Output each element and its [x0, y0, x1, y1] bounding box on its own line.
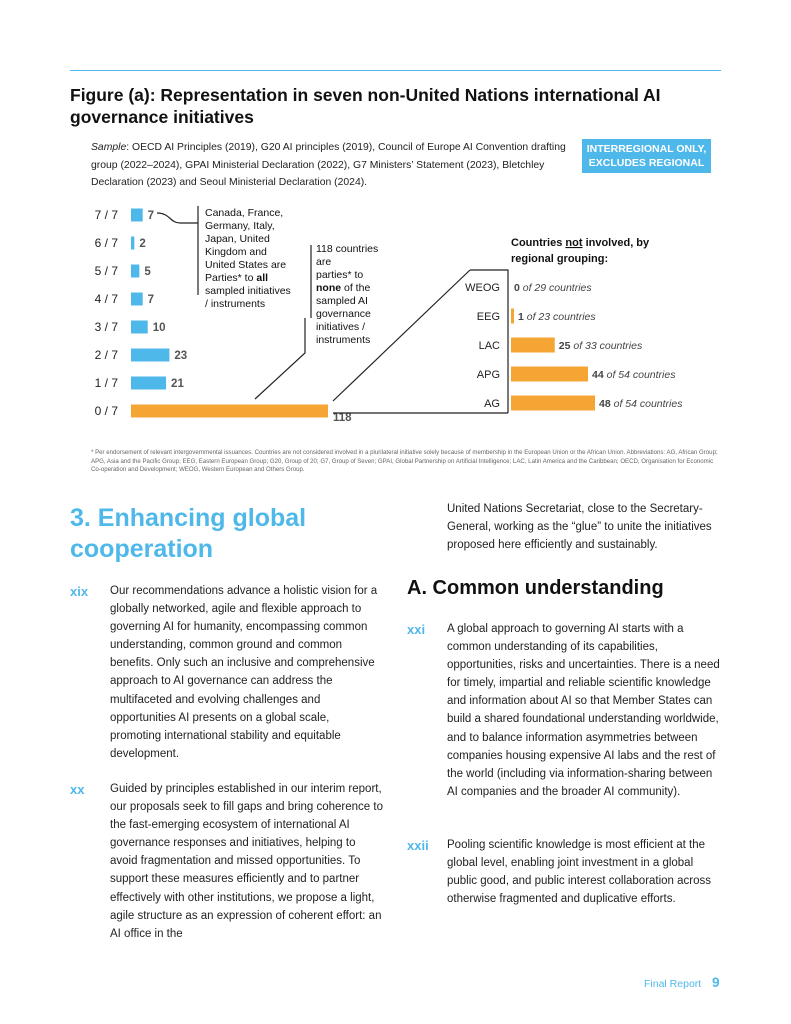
category-label-5: 2 / 7: [94, 348, 118, 362]
ann2-line-6: initiatives /: [316, 321, 366, 333]
annotation-bracket: [157, 206, 198, 295]
paragraph-xxi: A global approach to governing AI starts with a common understanding of its capabilities, opportunities, risks and uncertainties. There is a need for timely, impartial and reliable scientific knowledge and information about AI so that Member States can build a shared foundational understanding worldwide, and to balance information asymmetries between companies housing expensive AI labs and the rest of the world (including via information-sharing between AI companies and the broader AI community).: [447, 623, 720, 798]
category-label-7: 0 / 7: [94, 404, 118, 418]
svg-text:Countries not involved, byregi: Countries not involved, by regional grouping:: [511, 237, 650, 265]
para-number-xix: xix: [70, 584, 89, 599]
footer-report-label: Final Report: [644, 978, 702, 990]
region-bar-3: [511, 367, 588, 382]
paragraph-xxii: Pooling scientific knowledge is most efficient at the global level, enabling joint investment in a global public good, and public interest collaboration across otherwise fragmented and duplicative efforts.: [447, 839, 712, 906]
figure-footnote: * Per endorsement of relevant intergovernmental issuances. Countries are not considered involved in a plurilateral initiative solely because of membership in the European Union or the African Union. Abbreviations: AG, African Group; APG, Asia and the Pacific Group; EEG, Eastern European Group; G20, Group of 20; G7, Group of Seven; GPAI, Global Partnership on Artificial Intelligence; LAC, Latin America and the Caribbean; OECD, Organisation for Economic Co-operation and Development; WEOG, Western European and Others Group.: [91, 449, 718, 474]
bar-value-2: 5: [144, 266, 151, 278]
bar-3: [131, 293, 143, 306]
bar-value-0: 7: [147, 210, 155, 222]
region-label-2: LAC: [478, 340, 500, 352]
badge-line-1: INTERREGIONAL ONLY,: [586, 143, 707, 155]
region-label-1: EEG: [476, 311, 500, 323]
ann2-line-0: 118 countries: [316, 243, 379, 255]
svg-text:Canada, France,Germany, Italy,: [205, 207, 291, 310]
sample-label: Sample: [91, 142, 127, 153]
ann1-line-0: Canada, France,: [205, 207, 284, 219]
ann1-line-5: Parties* to all: [205, 272, 269, 284]
paragraph-xx: Guided by principles established in our interim report, our proposals seek to fill gaps and bring coherence to the fast-emerging ecosystem of international AI governance responses and initiatives, helping to avoid fragmentation and missed opportunities. To support these measures efficiently and to partner effectively with other institutions, we propose a light, agile structure as an expression of coherent effort: an AI office in the: [110, 783, 383, 940]
ann2-line-7: instruments: [316, 334, 371, 346]
figure-sample-note: [91, 139, 577, 192]
bar-value-7: 118: [333, 412, 352, 424]
figure-title: Figure (a): Representation in seven non-United Nations international AI governance initiatives: [70, 85, 661, 127]
category-label-0: 7 / 7: [94, 208, 118, 222]
annotation-all-initiatives: [157, 206, 291, 310]
para-number-xxii: xxii: [407, 838, 429, 853]
bar-1: [131, 237, 134, 250]
badge-line-2: EXCLUDES REGIONAL: [588, 156, 705, 169]
sample-text: : OECD AI Principles (2019), G20 AI principles (2019), Council of Europe AI Convention drafting group (2022–2024), GPAI Ministerial Declaration (2022), G7 Ministers’ Statement (2023), Bletchley Declaration (2023) and Seoul Ministerial Declaration (2024).: [91, 142, 566, 188]
region-label-3: APG: [476, 369, 500, 381]
bar-5: [131, 349, 169, 362]
para-number-xx: xx: [70, 782, 85, 797]
bar-2: [131, 265, 139, 278]
bar-value-4: 10: [152, 322, 166, 334]
regional-bar-chart: [465, 237, 683, 411]
category-label-4: 3 / 7: [94, 320, 118, 334]
bar-value-5: 23: [174, 350, 188, 362]
header-rule: [70, 70, 721, 71]
region-bar-1: [511, 309, 514, 324]
footer-page-number: 9: [712, 975, 720, 990]
ann2-line-5: governance: [316, 308, 371, 320]
paragraph-xx-continued: United Nations Secretariat, close to the Secretary-General, working as the “glue” to unite the initiatives proposed here efficiently and sustainably.: [447, 503, 712, 552]
ann2-line-2: parties* to: [316, 269, 364, 281]
ann2-line-3: none of the: [316, 282, 371, 294]
subheading-common-understanding: A. Common understanding: [407, 577, 664, 599]
region-value-3: 44 of 54 countries: [592, 369, 676, 381]
ann1-line-2: Japan, United: [205, 233, 270, 245]
paragraph-xix: Our recommendations advance a holistic vision for a globally networked, agile and flexible approach to governing AI for humanity, encompassing common understanding, common ground and common benefits. Only such an inclusive and comprehensive approach to AI governance can address the multifaceted and evolving challenges and opportunities AI presents on a global scale, promoting international stability and equitable development.: [110, 585, 378, 760]
bar-4: [131, 321, 148, 334]
representation-chart: [0, 195, 791, 425]
ann2-line-1: are: [316, 256, 332, 268]
region-value-0: 0 of 29 countries: [514, 282, 592, 294]
bar-value-6: 21: [171, 378, 184, 390]
ann1-line-1: Germany, Italy,: [205, 220, 275, 232]
region-value-1: 1 of 23 countries: [518, 311, 596, 323]
bar-6: [131, 377, 166, 390]
section-title: 3. Enhancing global cooperation: [70, 504, 307, 563]
region-bar-4: [511, 396, 595, 411]
annotation-pointer: [255, 318, 305, 399]
category-label-2: 5 / 7: [94, 264, 118, 278]
ann1-line-7: / instruments: [205, 298, 266, 310]
category-label-3: 4 / 7: [94, 292, 118, 306]
category-label-6: 1 / 7: [94, 376, 118, 390]
ann1-line-4: United States are: [205, 259, 287, 271]
region-label-0: WEOG: [465, 282, 500, 294]
bar-7: [131, 405, 328, 418]
region-value-4: 48 of 54 countries: [599, 398, 683, 410]
ann1-line-3: Kingdom and: [205, 246, 267, 258]
interregional-badge: [582, 139, 711, 173]
ann2-line-4: sampled AI: [316, 295, 368, 307]
bar-value-1: 2: [139, 238, 146, 250]
bar-value-3: 7: [147, 294, 155, 306]
category-label-1: 6 / 7: [94, 236, 118, 250]
region-label-4: AG: [484, 398, 500, 410]
svg-text:118 countriesareparties* tonon: [316, 243, 378, 346]
ann1-line-6: sampled initiatives: [205, 285, 291, 297]
region-value-2: 25 of 33 countries: [558, 340, 643, 352]
para-number-xxi: xxi: [407, 622, 426, 637]
region-bar-2: [511, 338, 555, 353]
bar-0: [131, 209, 143, 222]
